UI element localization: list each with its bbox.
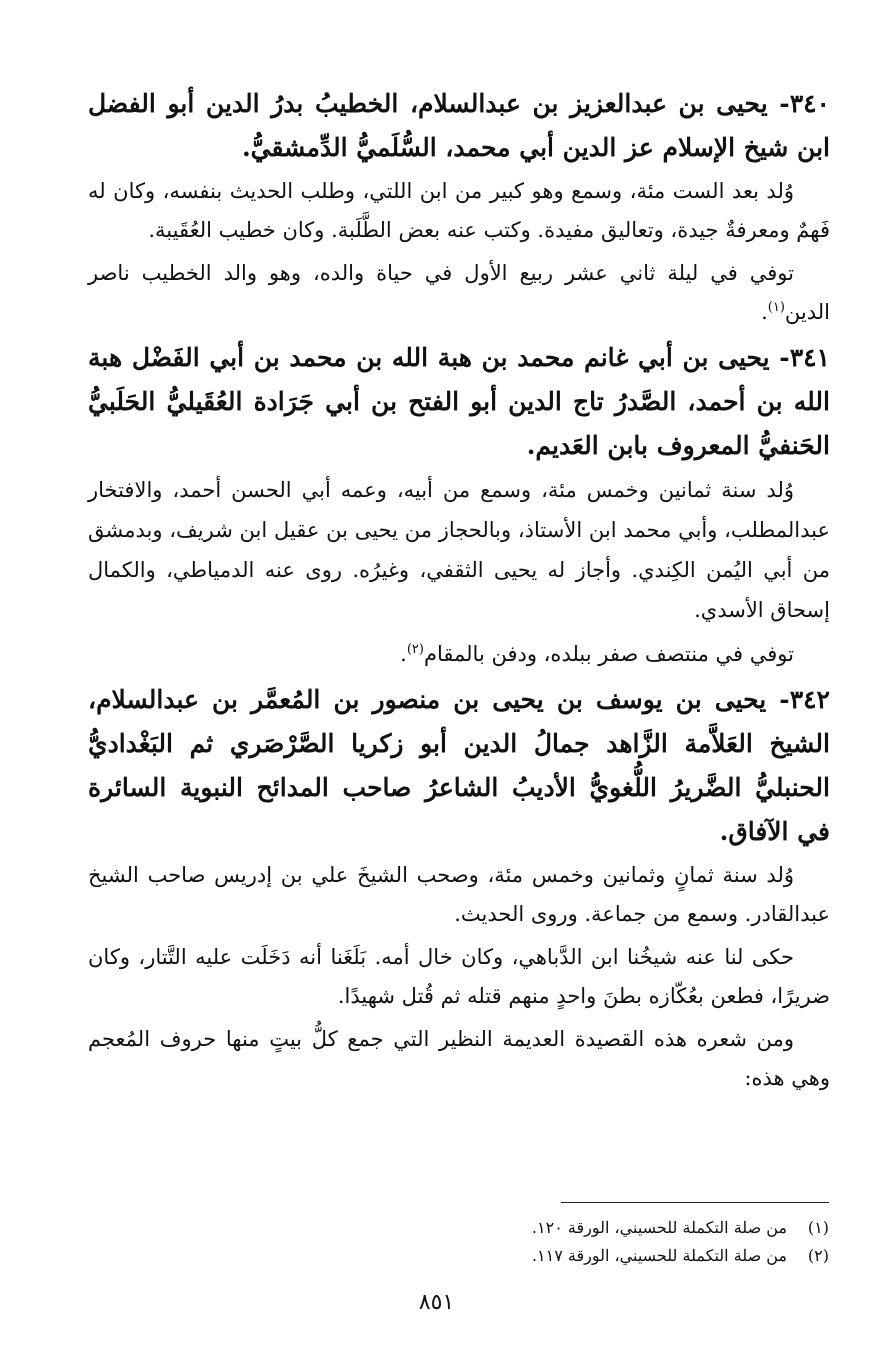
- entry-heading: [88, 336, 830, 468]
- entry-number: ٣٤١-: [779, 343, 830, 372]
- paragraph: وُلد بعد الست مئة، وسمع وهو كبير من ابن اللتي، وطلب الحديث بنفسه، وكان له فَهمٌ ومعرفةٌ جيدة، وتعاليق مفيدة. وكتب عنه بعض الطَّلَبة. وكان خطيب العُقَيبة.: [88, 179, 830, 242]
- paragraph-text: توفي في منتصف صفر ببلده، ودفن بالمقام: [423, 642, 794, 666]
- biography-entry-341: [88, 336, 830, 674]
- paragraph: [88, 634, 830, 674]
- footnote-mark: (٢): [807, 1246, 829, 1265]
- footnote-mark: (١): [807, 1218, 829, 1237]
- footnote-text: من صلة التكملة للحسيني، الورقة ١١٧.: [531, 1246, 787, 1265]
- footnote-separator: [561, 1202, 829, 1203]
- biography-entry-342: [88, 678, 830, 1098]
- entry-heading-text: يحيى بن عبدالعزيز بن عبدالسلام، الخطيبُ بدرُ الدين أبو الفضل ابن شيخ الإسلام عز الدين أبي محمد، السُّلَميُّ الدِّمشقيُّ.: [88, 89, 830, 162]
- entry-heading-text: يحيى بن أبي غانم محمد بن هبة الله بن محمد بن أبي الفَضْل هبة الله بن أحمد، الصَّدرُ تاج الدين أبو الفتح بن أبي جَرَادة العُقَيليُّ الحَلَبيُّ الحَنفيُّ المعروف بابن العَديم.: [88, 343, 830, 460]
- entry-heading: [88, 82, 830, 170]
- footnote-reference[interactable]: (٢): [406, 642, 424, 657]
- paragraph-text: توفي في ليلة ثاني عشر ربيع الأول في حياة والده، وهو والد الخطيب ناصر الدين: [88, 261, 830, 324]
- page-number: ٨٥١: [418, 1290, 455, 1315]
- paragraph: ومن شعره هذه القصيدة العديمة النظير التي جمع كلُّ بيتٍ منها حروف المُعجم وهي هذه:: [88, 1027, 830, 1090]
- footnotes: [87, 1214, 829, 1270]
- footnote-item: [87, 1214, 829, 1242]
- entry-number: ٣٤٠-: [779, 89, 830, 118]
- footnote-text: من صلة التكملة للحسيني، الورقة ١٢٠.: [531, 1218, 787, 1237]
- footnote-item: [87, 1242, 829, 1270]
- paragraph: وُلد سنة ثمانٍ وثمانين وخمس مئة، وصحب الشيخَ علي بن إدريس صاحب الشيخ عبدالقادر. وسمع من جماعة. وروى الحديث.: [88, 863, 830, 926]
- page-body: [88, 82, 830, 1102]
- entry-number: ٣٤٢-: [779, 685, 830, 714]
- paragraph: وُلد سنة ثمانين وخمس مئة، وسمع من أبيه، وعمه أبي الحسن أحمد، والافتخار عبدالمطلب، وأبي محمد ابن الأستاذ، وبالحجاز من يحيى بن عقيل ابن شريف، وبدمشق من أبي اليُمن الكِندي. وأجاز له يحيى الثقفي، وغيرُه. روى عنه الدمياطي، والكمال إسحاق الأسدي.: [88, 478, 830, 622]
- paragraph: [88, 254, 830, 332]
- biography-entry-340: [88, 82, 830, 332]
- entry-heading-text: يحيى بن يوسف بن يحيى بن منصور بن المُعمَّر بن عبدالسلام، الشيخ العَلاَّمة الزَّاهد جمالُ الدين أبو زكريا الصَّرْصَري ثم البَغْداديُّ الحنبليُّ الضَّريرُ اللُّغويُّ الأديبُ الشاعرُ صاحب المدائح النبوية السائرة في الآفاق.: [88, 685, 830, 846]
- paragraph-end: .: [761, 300, 768, 324]
- paragraph-end: .: [400, 642, 407, 666]
- footnote-reference[interactable]: (١): [767, 300, 785, 315]
- paragraph: حكى لنا عنه شيخُنا ابن الدَّباهي، وكان خال أمه. بَلَغَنا أنه دَخَلَت عليه التَّتار، وكان ضريرًا، فطعن بعُكّازه بطنَ واحدٍ منهم قتله ثم قُتل شهيدًا.: [88, 945, 830, 1008]
- entry-heading: [88, 678, 830, 854]
